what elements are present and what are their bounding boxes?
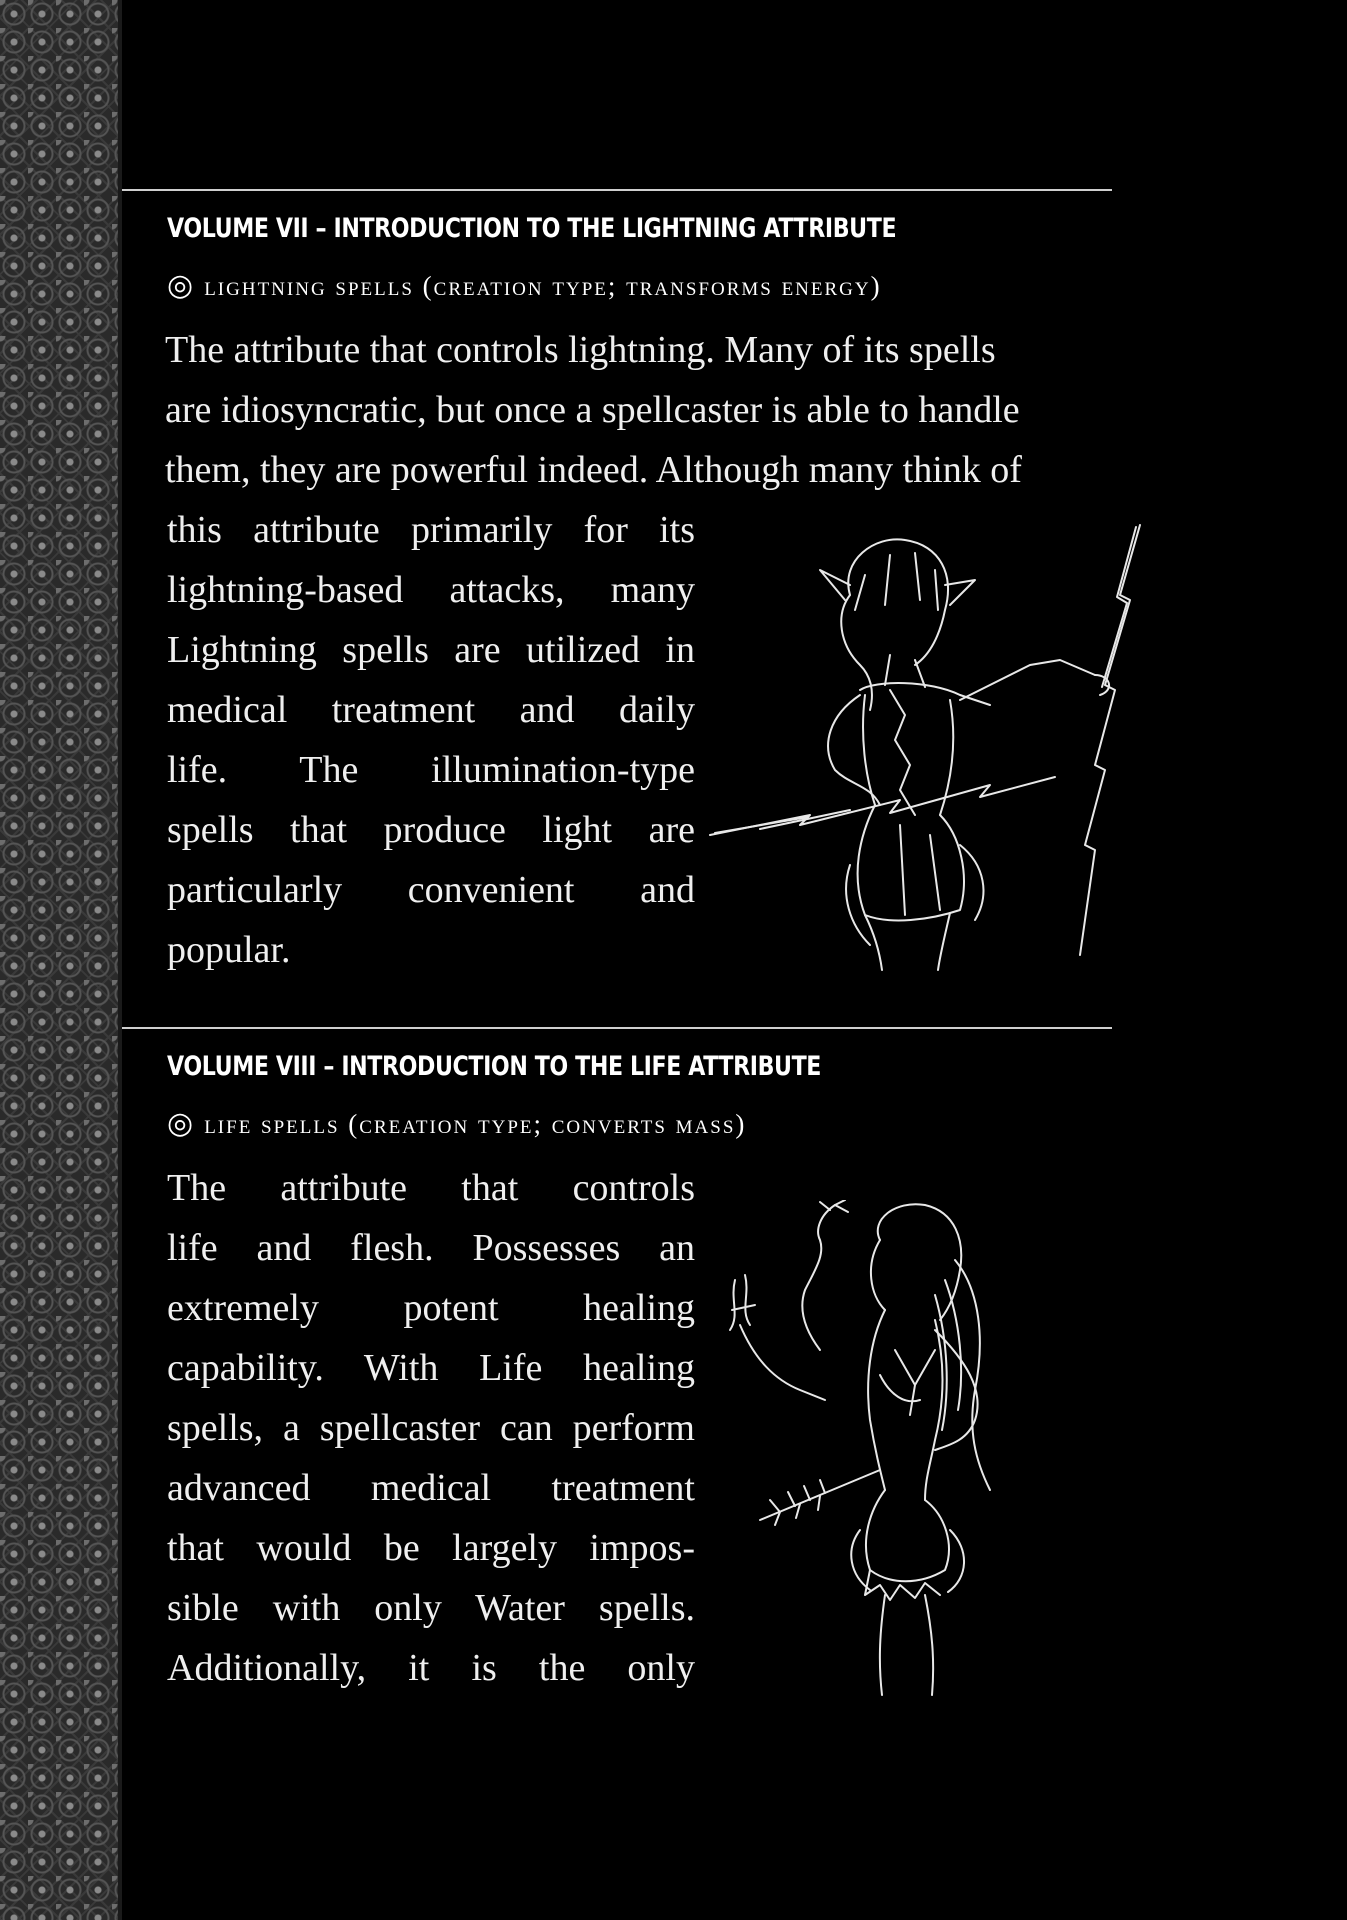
body-line: The attribute that controls [167,1167,695,1209]
bullseye-icon: ◎ [167,268,195,303]
lightning-body-narrow [167,500,695,980]
body-line: spells that produce light are [167,809,695,851]
body-line: capability. With Life healing [167,1347,695,1389]
body-line: life. The illumination-type [167,749,695,791]
life-mage-illustration [720,1200,1080,1700]
section-heading-life: VOLUME VIII – INTRODUCTION TO THE LIFE ATTRIBUTE [167,1051,822,1082]
section-heading-lightning: VOLUME VII – INTRODUCTION TO THE LIGHTNING ATTRIBUTE [167,213,897,244]
body-line: are idiosyncratic, but once a spellcaster is able to handle [165,389,1020,431]
border-edge [118,0,122,1920]
body-line: medical treatment and daily [167,689,695,731]
spell-type-label: lightning spells (creation type; transforms energy) [204,271,882,301]
spell-type-line-lightning [167,268,882,303]
spell-type-line-life [167,1106,746,1141]
bullseye-icon: ◎ [167,1106,195,1141]
body-line: Lightning spells are utilized in [167,629,695,671]
body-line: lightning-based attacks, many [167,569,695,611]
lightning-body-wide [165,320,1022,500]
ornamental-border [0,0,118,1920]
body-line: this attribute primarily for its [167,509,695,551]
body-line: sible with only Water spells. [167,1587,695,1629]
body-line: The attribute that controls lightning. Many of its spells [165,329,996,371]
life-body-narrow [167,1158,695,1698]
spell-type-label: life spells (creation type; converts mass) [204,1109,747,1139]
body-line: particularly convenient and [167,869,695,911]
body-line: popular. [167,929,291,971]
body-line: that would be largely impos- [167,1527,695,1569]
body-line: spells, a spellcaster can perform [167,1407,695,1449]
body-line: life and flesh. Possesses an [167,1227,695,1269]
body-line: advanced medical treatment [167,1467,695,1509]
section-divider-top [122,189,1112,191]
section-divider-middle [122,1027,1112,1029]
body-line: extremely potent healing [167,1287,695,1329]
lightning-mage-illustration [700,515,1150,975]
body-line: them, they are powerful indeed. Although many think of [165,449,1022,491]
body-line: Additionally, it is the only [167,1647,695,1689]
